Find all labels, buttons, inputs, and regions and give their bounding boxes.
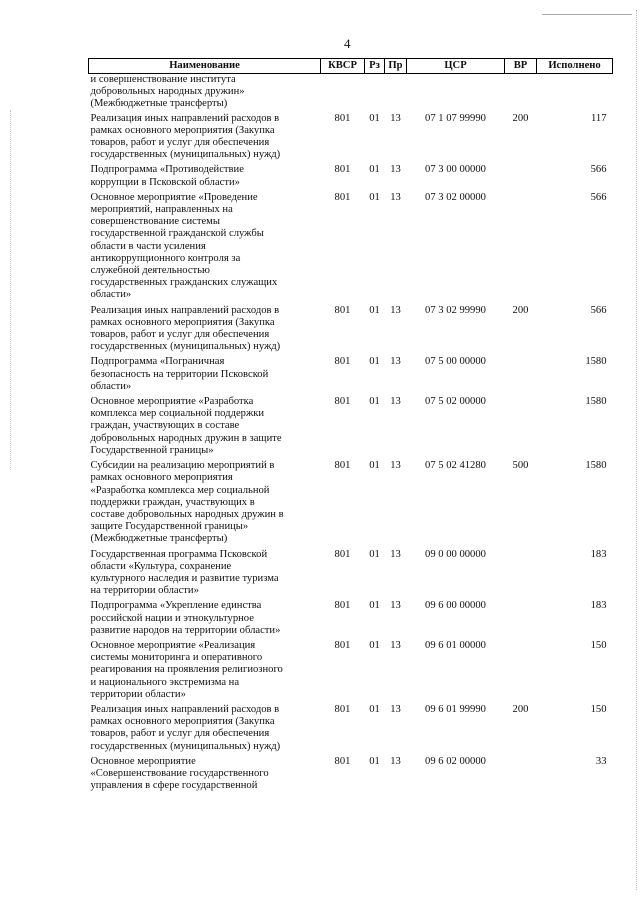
- cell-csr: [407, 74, 505, 111]
- cell-name: Субсидии на реализацию мероприятий в рамках основного мероприятия «Разработка комплекса мер социальной поддержки граждан, участвующих в составе добровольных народных дружин в защите Государственной границы» (Межбюджетные трансферты): [90, 460, 284, 545]
- cell-executed: 1580: [585, 460, 607, 472]
- cell-rz: [365, 74, 385, 111]
- cell-name: Основное мероприятие «Проведение мероприятий, направленных на совершенствование системы государственной гражданской службы области в части усиления антикоррупционного контроля за служебной деятельностью государственных гражданских служащих области»: [90, 191, 278, 301]
- cell-pr: 13: [390, 191, 401, 203]
- cell-executed: 566: [590, 164, 607, 176]
- left-scan-edge: [10, 110, 11, 470]
- cell-pr: 13: [390, 356, 401, 368]
- cell-executed: 150: [590, 639, 607, 651]
- cell-vr: [505, 597, 537, 637]
- cell-name: Основное мероприятие «Совершенствование государственного управления в сфере государственной: [90, 755, 269, 792]
- cell-executed: 1580: [585, 356, 607, 368]
- cell-executed: 183: [590, 600, 607, 612]
- table-row: [89, 161, 613, 188]
- cell-kvsr: 801: [334, 703, 351, 715]
- header-executed: Исполнено: [537, 59, 613, 74]
- cell-csr: 07 5 02 00000: [425, 396, 486, 408]
- cell-kvsr: 801: [334, 639, 351, 651]
- cell-vr: 200: [512, 304, 529, 316]
- cell-csr: 07 5 00 00000: [425, 356, 486, 368]
- cell-csr: 07 5 02 41280: [425, 460, 486, 472]
- cell-vr: [505, 353, 537, 393]
- table-row: [89, 353, 613, 393]
- cell-pr: 13: [390, 639, 401, 651]
- cell-pr: [385, 74, 407, 111]
- header-pr: Пр: [385, 59, 407, 74]
- right-scan-edge: [636, 10, 637, 890]
- cell-kvsr: 801: [334, 548, 351, 560]
- cell-executed: 117: [591, 112, 607, 124]
- cell-rz: 01: [369, 600, 380, 612]
- table-row: [89, 302, 613, 354]
- cell-csr: 09 6 02 00000: [425, 755, 486, 767]
- cell-vr: [505, 161, 537, 188]
- cell-rz: 01: [369, 460, 380, 472]
- cell-rz: 01: [369, 304, 380, 316]
- cell-csr: 07 3 02 99990: [425, 304, 486, 316]
- table-row: [89, 189, 613, 302]
- cell-kvsr: 801: [334, 755, 351, 767]
- cell-rz: 01: [369, 703, 380, 715]
- cell-kvsr: 801: [334, 396, 351, 408]
- table-row: [89, 753, 613, 793]
- cell-vr: [505, 637, 537, 701]
- cell-executed: 566: [590, 304, 607, 316]
- cell-rz: 01: [369, 548, 380, 560]
- cell-kvsr: 801: [334, 304, 351, 316]
- header-csr: ЦСР: [407, 59, 505, 74]
- cell-rz: 01: [369, 191, 380, 203]
- header-vr: ВР: [505, 59, 537, 74]
- cell-kvsr: 801: [334, 356, 351, 368]
- cell-pr: 13: [390, 755, 401, 767]
- cell-rz: 01: [369, 396, 380, 408]
- cell-vr: 500: [512, 460, 529, 472]
- cell-pr: 13: [390, 164, 401, 176]
- cell-vr: [505, 74, 537, 111]
- cell-name: Основное мероприятие «Реализация системы мониторинга и оперативного реагирования на проявления религиозного и национального экстремизма на территории области»: [90, 639, 283, 700]
- header-rz: Рз: [365, 59, 385, 74]
- cell-vr: 200: [512, 703, 529, 715]
- cell-kvsr: 801: [334, 164, 351, 176]
- cell-vr: [505, 189, 537, 302]
- cell-name: Реализация иных направлений расходов в рамках основного мероприятия (Закупка товаров, работ и услуг для обеспечения государственных (муниципальных) нужд): [90, 703, 281, 752]
- cell-kvsr: [321, 74, 365, 111]
- cell-pr: 13: [390, 304, 401, 316]
- cell-csr: 09 6 01 00000: [425, 639, 486, 651]
- cell-kvsr: 801: [334, 112, 351, 124]
- top-right-edge-line: [542, 14, 632, 15]
- cell-pr: 13: [390, 460, 401, 472]
- cell-executed: 33: [595, 755, 607, 767]
- cell-rz: 01: [369, 755, 380, 767]
- cell-name: Реализация иных направлений расходов в рамках основного мероприятия (Закупка товаров, работ и услуг для обеспечения государственных (муниципальных) нужд): [90, 112, 281, 161]
- cell-vr: [505, 546, 537, 598]
- header-kvsr: КВСР: [321, 59, 365, 74]
- cell-rz: 01: [369, 356, 380, 368]
- table-row: [89, 393, 613, 457]
- cell-name: Реализация иных направлений расходов в рамках основного мероприятия (Закупка товаров, работ и услуг для обеспечения государственных (муниципальных) нужд): [90, 304, 281, 353]
- cell-executed: 566: [590, 191, 607, 203]
- cell-name: Подпрограмма «Противодействие коррупции в Псковской области»: [90, 164, 244, 188]
- cell-name: Государственная программа Псковской области «Культура, сохранение культурного наследия и развитие туризма на территории области»: [90, 548, 279, 597]
- cell-rz: 01: [369, 164, 380, 176]
- cell-name: Подпрограмма «Укрепление единства российской нации и этнокультурное развитие народов на территории области»: [90, 600, 281, 636]
- table-row: [89, 74, 613, 111]
- cell-vr: [505, 393, 537, 457]
- cell-rz: 01: [369, 639, 380, 651]
- cell-csr: 07 3 02 00000: [425, 191, 486, 203]
- cell-csr: 09 0 00 00000: [425, 548, 486, 560]
- cell-pr: 13: [390, 703, 401, 715]
- cell-csr: 07 1 07 99990: [425, 112, 486, 124]
- cell-pr: 13: [390, 600, 401, 612]
- header-name: Наименование: [89, 59, 321, 74]
- table-row: [89, 597, 613, 637]
- cell-pr: 13: [390, 548, 401, 560]
- cell-csr: 09 6 01 99990: [425, 703, 486, 715]
- table-row: [89, 637, 613, 701]
- cell-name: и совершенствование института добровольных народных дружин» (Межбюджетные трансферты): [90, 74, 245, 110]
- cell-rz: 01: [369, 112, 380, 124]
- cell-executed: [537, 74, 613, 111]
- cell-executed: 1580: [585, 396, 607, 408]
- cell-csr: 09 6 00 00000: [425, 600, 486, 612]
- cell-vr: 200: [512, 112, 529, 124]
- table-row: [89, 111, 613, 162]
- table-header-row: [89, 59, 613, 74]
- cell-executed: 183: [590, 548, 607, 560]
- cell-csr: 07 3 00 00000: [425, 164, 486, 176]
- cell-name: Основное мероприятие «Разработка комплекса мер социальной поддержки граждан, участвующих в составе добровольных народных дружин в защите Государственной границы»: [90, 396, 282, 456]
- cell-name: Подпрограмма «Пограничная безопасность на территории Псковской области»: [90, 356, 269, 392]
- table-row: [89, 701, 613, 753]
- cell-pr: 13: [390, 112, 401, 124]
- cell-kvsr: 801: [334, 600, 351, 612]
- cell-executed: 150: [590, 703, 607, 715]
- cell-pr: 13: [390, 396, 401, 408]
- cell-kvsr: 801: [334, 191, 351, 203]
- table-row: [89, 546, 613, 598]
- cell-vr: [505, 753, 537, 793]
- budget-table: [88, 58, 613, 792]
- cell-kvsr: 801: [334, 460, 351, 472]
- table-row: [89, 457, 613, 545]
